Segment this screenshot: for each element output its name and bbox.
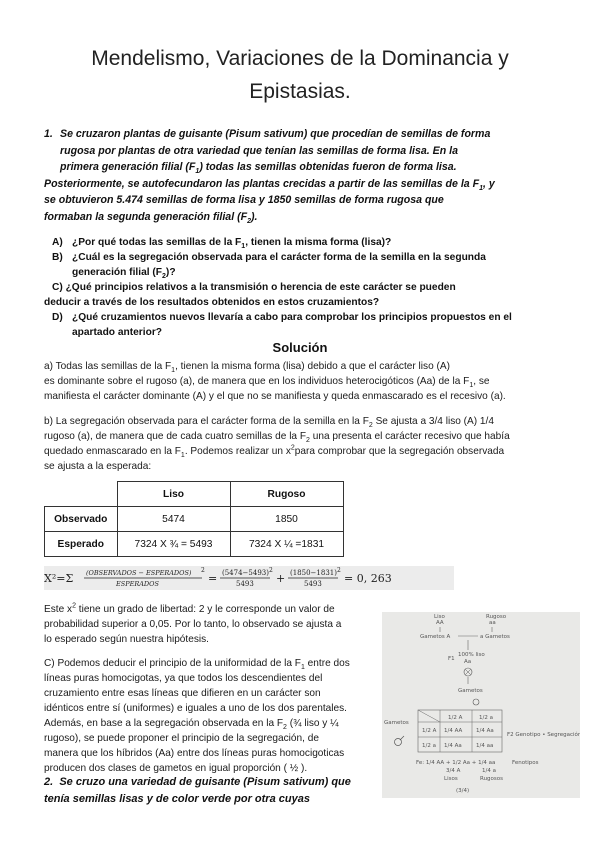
- answer-b-l1b: Se ajusta a 3/4 liso (A) 1/4: [372, 416, 494, 427]
- answer-b-l3sup: 2: [290, 444, 295, 452]
- answer-a-l3: manifiesta el carácter dominante (A) y el que no se manifiesta y queda enmascarado es el recesivo (a).: [44, 391, 506, 402]
- formula-frac1-den: ESPERADOS: [116, 580, 159, 588]
- question-1-number: 1.: [44, 128, 53, 140]
- answer-c-l8: producen dos clases de gametos en igual proporción ( ½ ).: [44, 763, 308, 774]
- answer-b-l3b: . Podemos realizar un x: [184, 446, 291, 457]
- subquestion-c-line-1: C) ¿Qué principios relativos a la transmisión o herencia de este carácter se pueden: [52, 282, 456, 293]
- diagram-f1-geno: Aa: [464, 659, 472, 665]
- subquestion-a-text-1: ¿Por qué todas las semillas de la F: [72, 237, 242, 248]
- subquestion-d-line-1: ¿Qué cruzamientos nuevos llevaría a cabo para comprobar los principios propuestos en el: [72, 312, 512, 323]
- diagram-summary-1: Fe: 1/4 AA + 1/2 Aa + 1/4 aa: [416, 760, 496, 766]
- subquestion-a-label: A): [52, 237, 63, 248]
- question-1-line-3-sub: 1: [195, 168, 200, 176]
- formula-result: = 0, 263: [344, 572, 392, 585]
- diagram-cell-22: 1/4 aa: [476, 743, 494, 749]
- degrees-of-freedom-paragraph: [44, 602, 364, 647]
- answer-c-l7: manera que los híbridos (Aa) entre dos líneas puras homocigoticas: [44, 748, 345, 759]
- chi-table-row-label: Observado: [45, 507, 118, 532]
- diagram-cell-21: 1/4 Aa: [444, 743, 462, 749]
- subquestions-list: [44, 235, 564, 340]
- answer-a-l2b: , se: [473, 376, 490, 387]
- dof-l1b: tiene un grado de libertad: 2 y le corresponde un valor de: [75, 604, 335, 615]
- diagram-pct: (3/4): [456, 788, 470, 794]
- answer-b-l3c: para comprobar que la segregación observada: [294, 446, 505, 457]
- answer-a-l1a: a) Todas las semillas de la F: [44, 361, 172, 372]
- subquestion-d-label: D): [52, 312, 63, 323]
- formula-frac3-den: 5493: [304, 580, 322, 588]
- diagram-summary-2: 3/4 A: [446, 768, 461, 774]
- chi-table-header-rugoso: Rugoso: [230, 482, 343, 507]
- subquestion-a-sub: 1: [241, 243, 246, 251]
- formula-eq: =: [208, 572, 218, 585]
- diagram-pheno-right: Fenotipos: [512, 760, 539, 766]
- answer-a-l1s: 1: [171, 367, 176, 375]
- answer-b-l3a: quedado enmascarado en la F: [44, 446, 181, 457]
- solution-heading: Solución: [272, 340, 328, 355]
- answer-b-l3s: 1: [180, 452, 185, 460]
- formula-frac2-num: (5474−5493): [222, 569, 269, 577]
- question-1-line-6-sub: 2: [247, 217, 251, 225]
- chi-table-header-liso: Liso: [117, 482, 230, 507]
- chi-table-corner: [45, 482, 118, 507]
- question-1-line-3b: ) todas las semillas obtenidas fueron de forma lisa.: [199, 161, 457, 173]
- title-line-1: Mendelismo, Variaciones de la Dominancia y: [91, 47, 509, 70]
- subquestion-b: [44, 250, 564, 280]
- answer-a-l2s: 1: [469, 382, 474, 390]
- answer-b-l2b: una presenta el carácter recesivo que había: [309, 431, 510, 442]
- formula-lhs: X²=Σ: [44, 572, 74, 585]
- subquestion-c-line-2: deducir a través de los resultados obtenidos en estos cruzamientos?: [44, 297, 380, 308]
- chi-square-table: [44, 481, 344, 557]
- dof-l1sup: 2: [72, 602, 76, 610]
- subquestion-d: [44, 310, 564, 340]
- question-1-line-2: rugosa por plantas de otra variedad que tenían las semillas de forma lisa. En la: [60, 144, 458, 157]
- diagram-row-hdr-1: 1/2 A: [422, 728, 437, 734]
- answer-b-l1s: 2: [368, 422, 373, 430]
- answer-c-l5s: 2: [283, 724, 287, 732]
- answer-a-l2a: es dominante sobre el rugoso (a), de manera que en los individuos heterocigóticos (Aa) de la F: [44, 376, 470, 387]
- answer-c-l1b: entre dos: [304, 658, 350, 669]
- diagram-p2-top: Rugoso: [486, 614, 507, 620]
- diagram-cell-11: 1/4 AA: [444, 728, 463, 734]
- diagram-gametes-b: a Gametos: [480, 634, 510, 640]
- answer-c-l4: idénticos entre sí (uniformes) e iguales a uno de los dos parentales.: [44, 703, 347, 714]
- answer-c-l6: rugoso), se puede proponer el principio de la segregación, de: [44, 733, 319, 744]
- question-2-line-1: Se cruzo una variedad de guisante (Pisum sativum) que: [59, 776, 351, 788]
- answer-c-l1s: 1: [300, 664, 305, 672]
- question-2: [44, 774, 389, 807]
- question-1-line-3a: primera generación filial (F: [60, 161, 196, 173]
- answer-b-l1a: b) La segregación observada para el carácter forma de la semilla en la F: [44, 416, 369, 427]
- page-title: [40, 42, 560, 108]
- chi-table-cell-rugoso: 1850: [230, 507, 343, 532]
- genetic-cross-diagram-svg: [382, 612, 580, 798]
- diagram-side-left: Gametos: [384, 720, 409, 726]
- subquestion-c: [44, 280, 564, 310]
- diagram-gametes-label: Gametos: [458, 688, 483, 694]
- answer-b-l2s: 2: [306, 437, 310, 445]
- chi-table-cell-liso: 5474: [117, 507, 230, 532]
- subquestion-a: [44, 235, 564, 250]
- title-line-2: Epistasias.: [249, 80, 351, 103]
- question-1-line-4b: , y: [483, 177, 495, 190]
- chi-table-cell-rugoso: 7324 X ¼ =1831: [230, 532, 343, 557]
- answer-b: [44, 414, 564, 474]
- dof-l2: probabilidad superior a 0,05. Por lo tanto, lo observado se ajusta a: [44, 619, 342, 630]
- answer-b-l2a: rugoso (a), de manera que de cada cuatro semillas de la F: [44, 431, 307, 442]
- answer-c-l3: cruzamiento entre esas líneas que difieren en un carácter son: [44, 688, 321, 699]
- question-1-line-6a: formaban la segunda generación filial (F: [44, 210, 248, 223]
- chi-table-row: [45, 507, 344, 532]
- diagram-p1-top: Liso: [434, 614, 445, 620]
- formula-frac2-den: 5493: [236, 580, 254, 588]
- answer-c-l2: líneas puras homocigotas, ya que todos los descendientes del: [44, 673, 323, 684]
- diagram-col-hdr-1: 1/2 A: [448, 715, 463, 721]
- formula-frac3-exp: 2: [337, 567, 341, 574]
- question-2-line-2: tenía semillas lisas y de color verde por otra cuyas: [44, 792, 310, 805]
- diagram-cell-12: 1/4 Aa: [476, 728, 494, 734]
- subquestion-a-text-2: , tienen la misma forma (lisa)?: [245, 237, 392, 248]
- diagram-f1-pheno: 100% liso: [458, 652, 485, 658]
- subquestion-b-line-2a: generación filial (F: [72, 267, 163, 278]
- diagram-col-hdr-2: 1/2 a: [479, 715, 493, 721]
- diagram-bottom-2: Rugosos: [480, 776, 504, 782]
- subquestion-b-line-2b: )?: [165, 267, 176, 278]
- subquestion-b-line-1: ¿Cuál es la segregación observada para el carácter forma de la semilla en la segunda: [72, 252, 486, 263]
- chi-square-formula: [44, 566, 454, 590]
- question-1-line-6b: ).: [251, 210, 258, 223]
- answer-c-l5: Además, en base a la segregación observada en la F: [44, 718, 284, 729]
- chi-table-row: [45, 532, 344, 557]
- diagram-side-right: F2 Genotipo • Segregación: [507, 732, 580, 738]
- chi-table-row-label: Esperado: [45, 532, 118, 557]
- question-1-line-5: se obtuvieron 5.474 semillas de forma lisa y 1850 semillas de forma rugosa que: [44, 194, 444, 206]
- diagram-p2-geno: aa: [489, 620, 496, 626]
- question-2-number: 2.: [44, 776, 54, 788]
- diagram-p1-geno: AA: [436, 620, 444, 626]
- genetic-cross-diagram: [382, 612, 580, 798]
- diagram-bottom-1: Lisos: [444, 776, 458, 782]
- diagram-row-hdr-2: 1/2 a: [422, 743, 436, 749]
- subquestion-b-sub: 2: [162, 273, 166, 281]
- dof-l3: lo esperado según nuestra hipótesis.: [44, 634, 209, 645]
- formula-frac2-exp: 2: [269, 567, 273, 574]
- formula-plus: +: [276, 572, 286, 585]
- formula-frac1-num: (OBSERVADOS − ESPERADOS): [86, 569, 192, 577]
- answer-b-l4: se ajusta a la esperada:: [44, 461, 152, 472]
- formula-frac3-num: (1850−1831): [290, 569, 337, 577]
- diagram-summary-3: 1/4 a: [482, 768, 496, 774]
- answer-a: [44, 359, 564, 404]
- subquestion-b-label: B): [52, 252, 63, 263]
- question-1-line-4a: Posteriormente, se autofecundaron las plantas crecidas a partir de las semillas de la F: [44, 177, 480, 190]
- answer-c-l5b: (¾ liso y ¼: [286, 718, 339, 729]
- chi-table-cell-liso: 7324 X ¾ = 5493: [117, 532, 230, 557]
- question-1: [44, 126, 564, 225]
- answer-a-l1b: , tienen la misma forma (lisa) debido a que el carácter liso (A): [175, 361, 450, 372]
- chi-square-formula-svg: [44, 566, 454, 590]
- formula-frac1-exp: 2: [201, 567, 205, 574]
- diagram-f1-label: F1: [448, 656, 455, 662]
- question-1-line-4-sub: 1: [479, 184, 484, 192]
- chi-table-header-row: [45, 482, 344, 507]
- answer-c: [44, 656, 380, 776]
- answer-c-l1a: C) Podemos deducir el principio de la uniformidad de la F: [44, 658, 301, 669]
- subquestion-d-line-2: apartado anterior?: [72, 327, 163, 338]
- dof-l1a: Este x: [44, 604, 73, 615]
- question-1-line-1: Se cruzaron plantas de guisante (Pisum sativum) que procedían de semillas de forma: [60, 128, 491, 140]
- diagram-gametes-a: Gametos A: [420, 634, 451, 640]
